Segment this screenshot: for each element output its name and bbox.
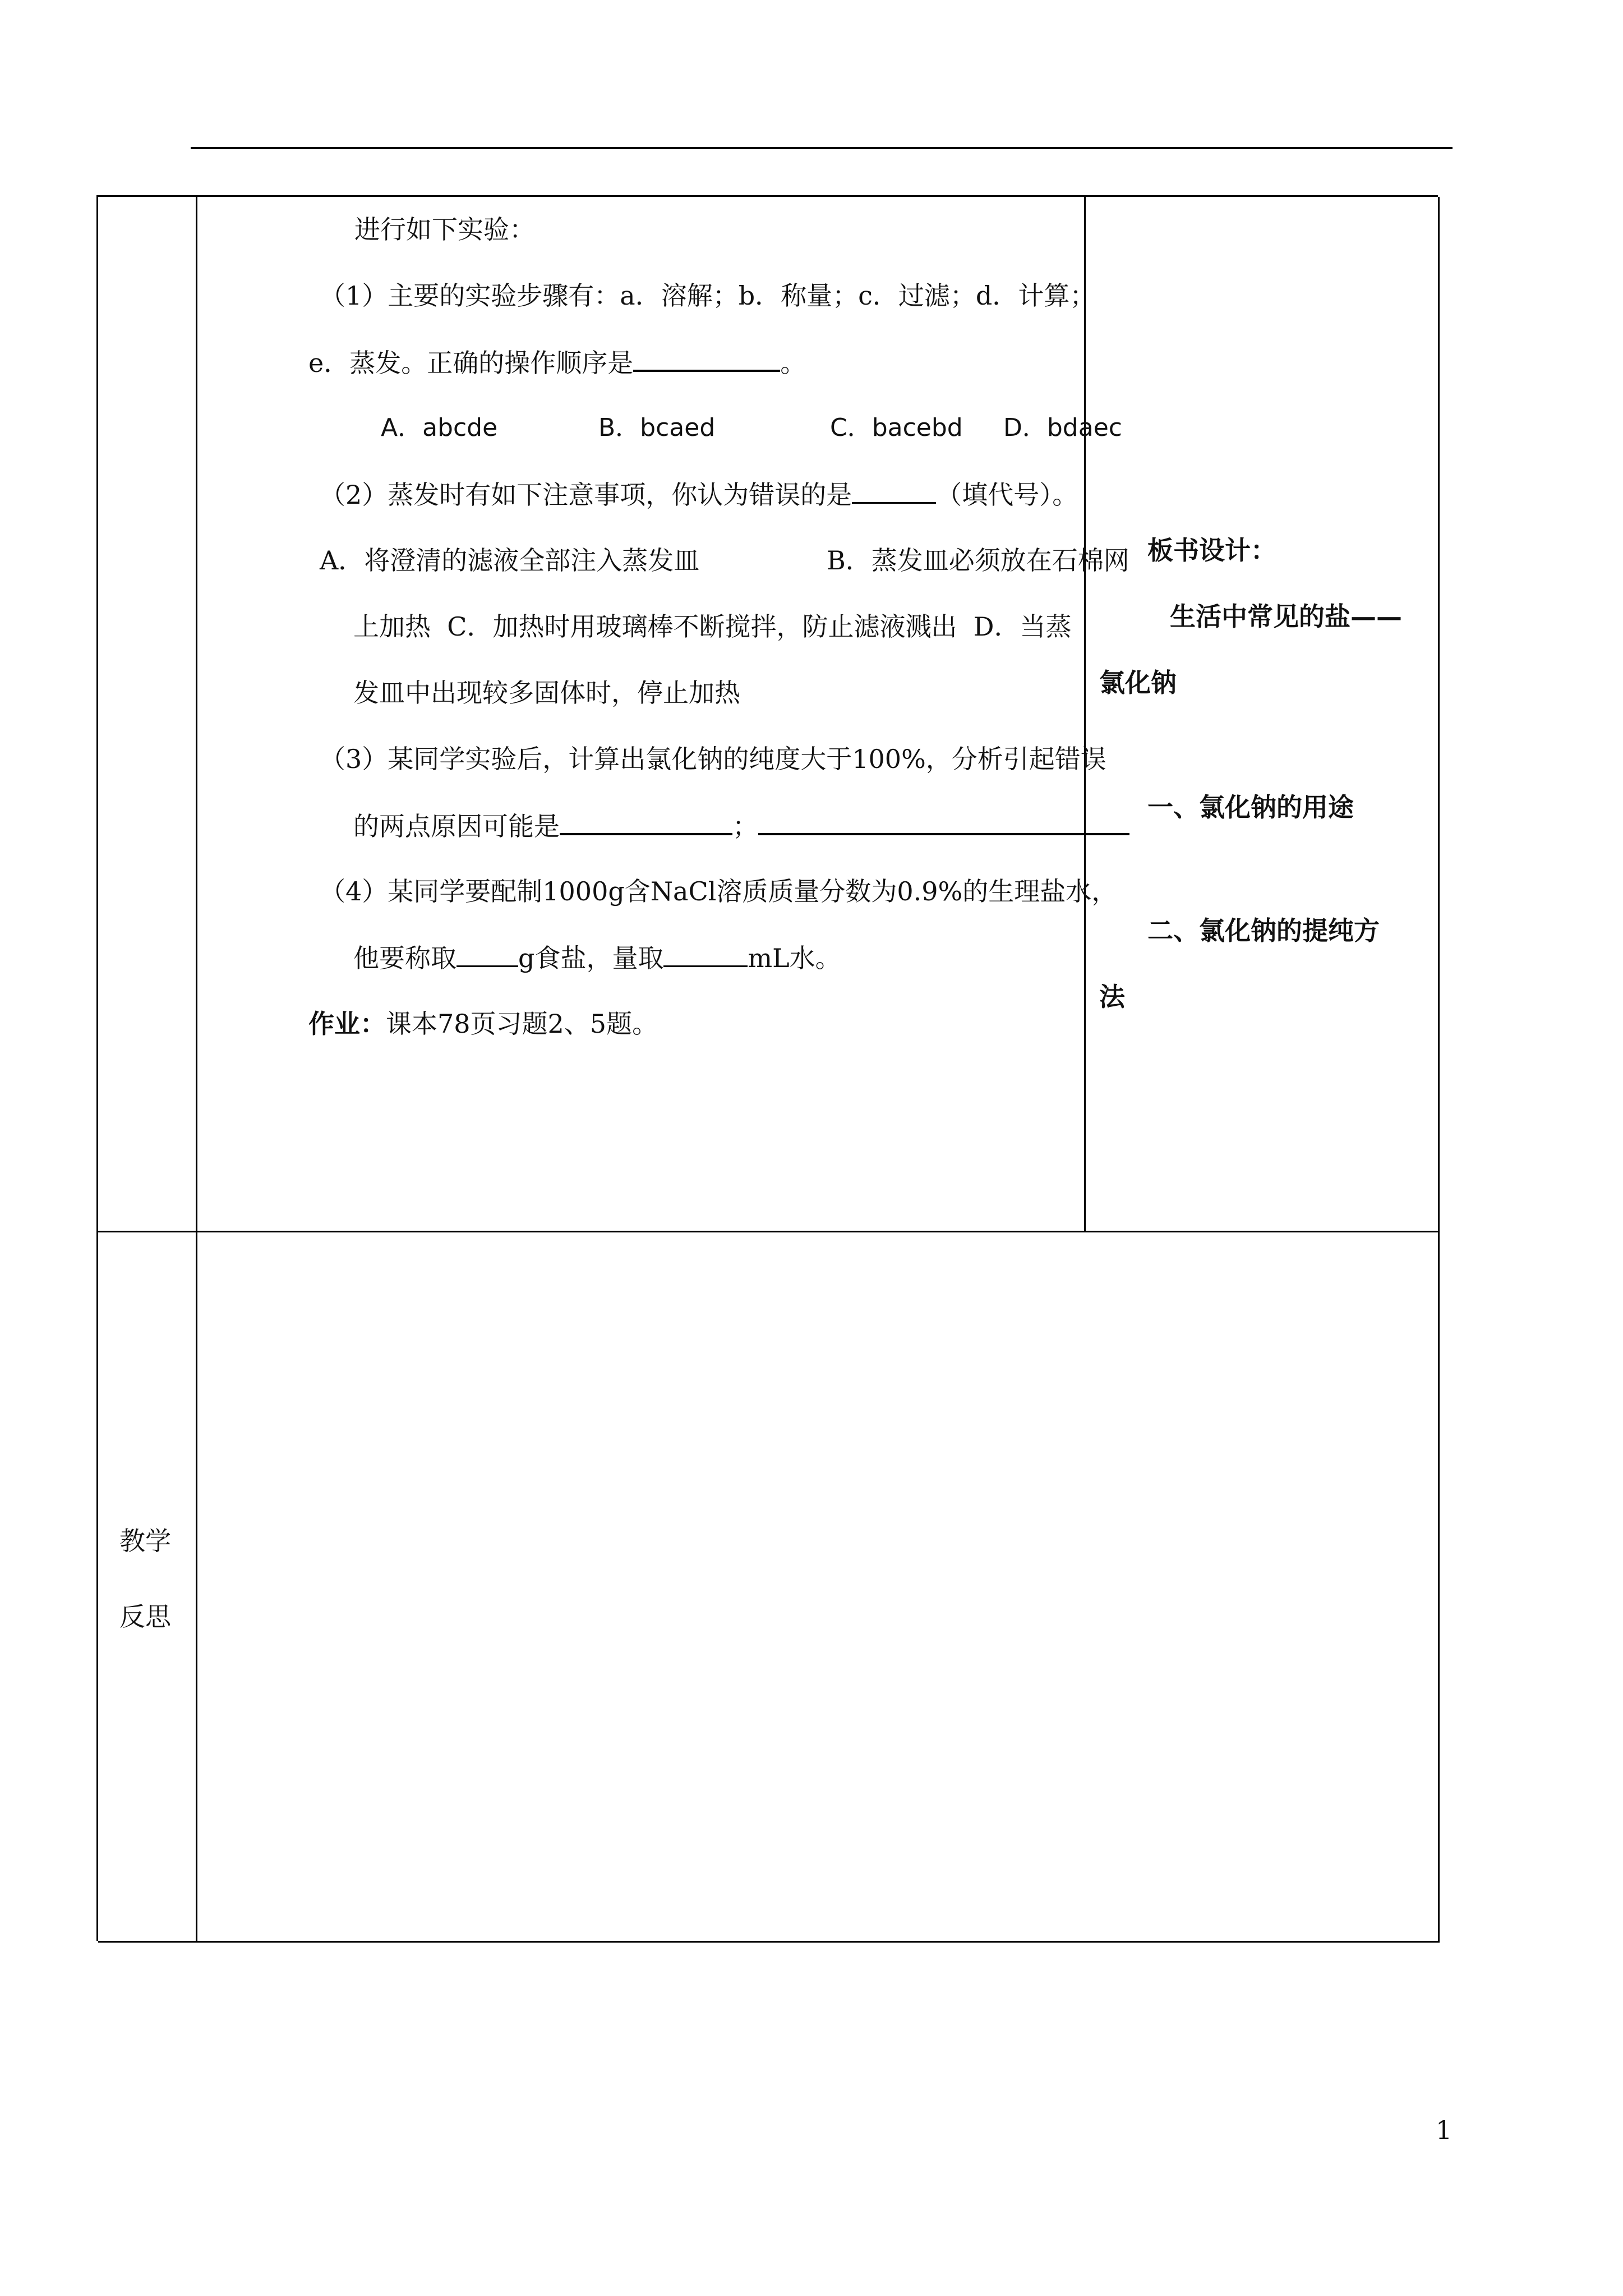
q1-option-a: A．abcde bbox=[381, 413, 498, 442]
q1-period: 。 bbox=[780, 348, 806, 378]
q1-option-d: D．bdaec bbox=[1003, 413, 1122, 442]
q2-option-a: A．将澄清的滤液全部注入蒸发皿 bbox=[320, 545, 700, 576]
reflection-label-line1: 教学 bbox=[119, 1526, 171, 1556]
exercise-cell bbox=[197, 197, 1129, 1232]
board-item-purification-line1: 二、氯化钠的提纯方 bbox=[1147, 915, 1380, 946]
board-item-uses: 一、氯化钠的用途 bbox=[1147, 792, 1354, 822]
q1-option-c: C．bacebd bbox=[830, 413, 963, 442]
q2-hint: （填代号）。 bbox=[936, 480, 1078, 510]
q1-line1: （1）主要的实验步骤有：a．溶解；b．称量；c．过滤；d．计算； bbox=[320, 280, 1096, 311]
homework-label: 作业： bbox=[308, 1009, 386, 1039]
q2-line1 bbox=[320, 477, 1078, 512]
lesson-table bbox=[96, 195, 1438, 1941]
q2-line3: 上加热 C．加热时用玻璃棒不断搅拌，防止滤液溅出 D．当蒸 bbox=[353, 611, 1072, 642]
reflection-content-cell[interactable] bbox=[197, 1232, 1440, 1943]
q4-line1: （4）某同学要配制1000g含NaCl溶质质量分数为0.9%的生理盐水， bbox=[320, 876, 1118, 907]
q2-prompt: （2）蒸发时有如下注意事项，你认为错误的是 bbox=[320, 480, 852, 510]
board-subtitle-line1: 生活中常见的盐—— bbox=[1170, 601, 1402, 632]
board-title: 板书设计： bbox=[1147, 535, 1276, 565]
q1-option-b: B．bcaed bbox=[598, 413, 716, 442]
q4-prompt-c: mL水。 bbox=[748, 943, 841, 973]
q2-answer-blank[interactable] bbox=[852, 477, 936, 504]
q4-salt-blank[interactable] bbox=[457, 941, 518, 967]
q4-prompt-b: g食盐，量取 bbox=[518, 943, 664, 973]
reflection-label-line2: 反思 bbox=[119, 1602, 171, 1632]
homework-line bbox=[308, 1007, 658, 1041]
q3-line2 bbox=[353, 808, 1129, 843]
q2-option-b: B．蒸发皿必须放在石棉网 bbox=[827, 545, 1129, 576]
row1-label-cell bbox=[98, 197, 197, 1232]
q4-water-blank[interactable] bbox=[663, 941, 748, 967]
header-rule bbox=[191, 147, 1453, 149]
q3-answer-blank-2[interactable] bbox=[758, 808, 1129, 835]
board-subtitle-line2: 氯化钠 bbox=[1099, 668, 1177, 698]
q1-prompt: e．蒸发。正确的操作顺序是 bbox=[308, 348, 634, 378]
page-number: 1 bbox=[1436, 2115, 1453, 2145]
board-item-purification-line2: 法 bbox=[1099, 982, 1125, 1012]
board-design-cell bbox=[1086, 197, 1440, 1232]
q3-prompt: 的两点原因可能是 bbox=[353, 811, 560, 841]
q3-line1: （3）某同学实验后，计算出氯化钠的纯度大于100%，分析引起错误 bbox=[320, 744, 1106, 774]
reflection-label-cell bbox=[98, 1232, 197, 1943]
homework-text: 课本78页习题2、5题。 bbox=[386, 1009, 658, 1039]
q4-prompt-a: 他要称取 bbox=[353, 943, 457, 973]
q1-answer-blank[interactable] bbox=[633, 345, 780, 372]
q2-line4: 发皿中出现较多固体时，停止加热 bbox=[353, 678, 740, 708]
q1-line2 bbox=[308, 345, 806, 380]
intro-text: 进行如下实验： bbox=[354, 214, 535, 245]
q3-answer-blank-1[interactable] bbox=[560, 808, 732, 835]
q3-separator: ； bbox=[732, 811, 758, 841]
q4-line2 bbox=[353, 941, 841, 975]
